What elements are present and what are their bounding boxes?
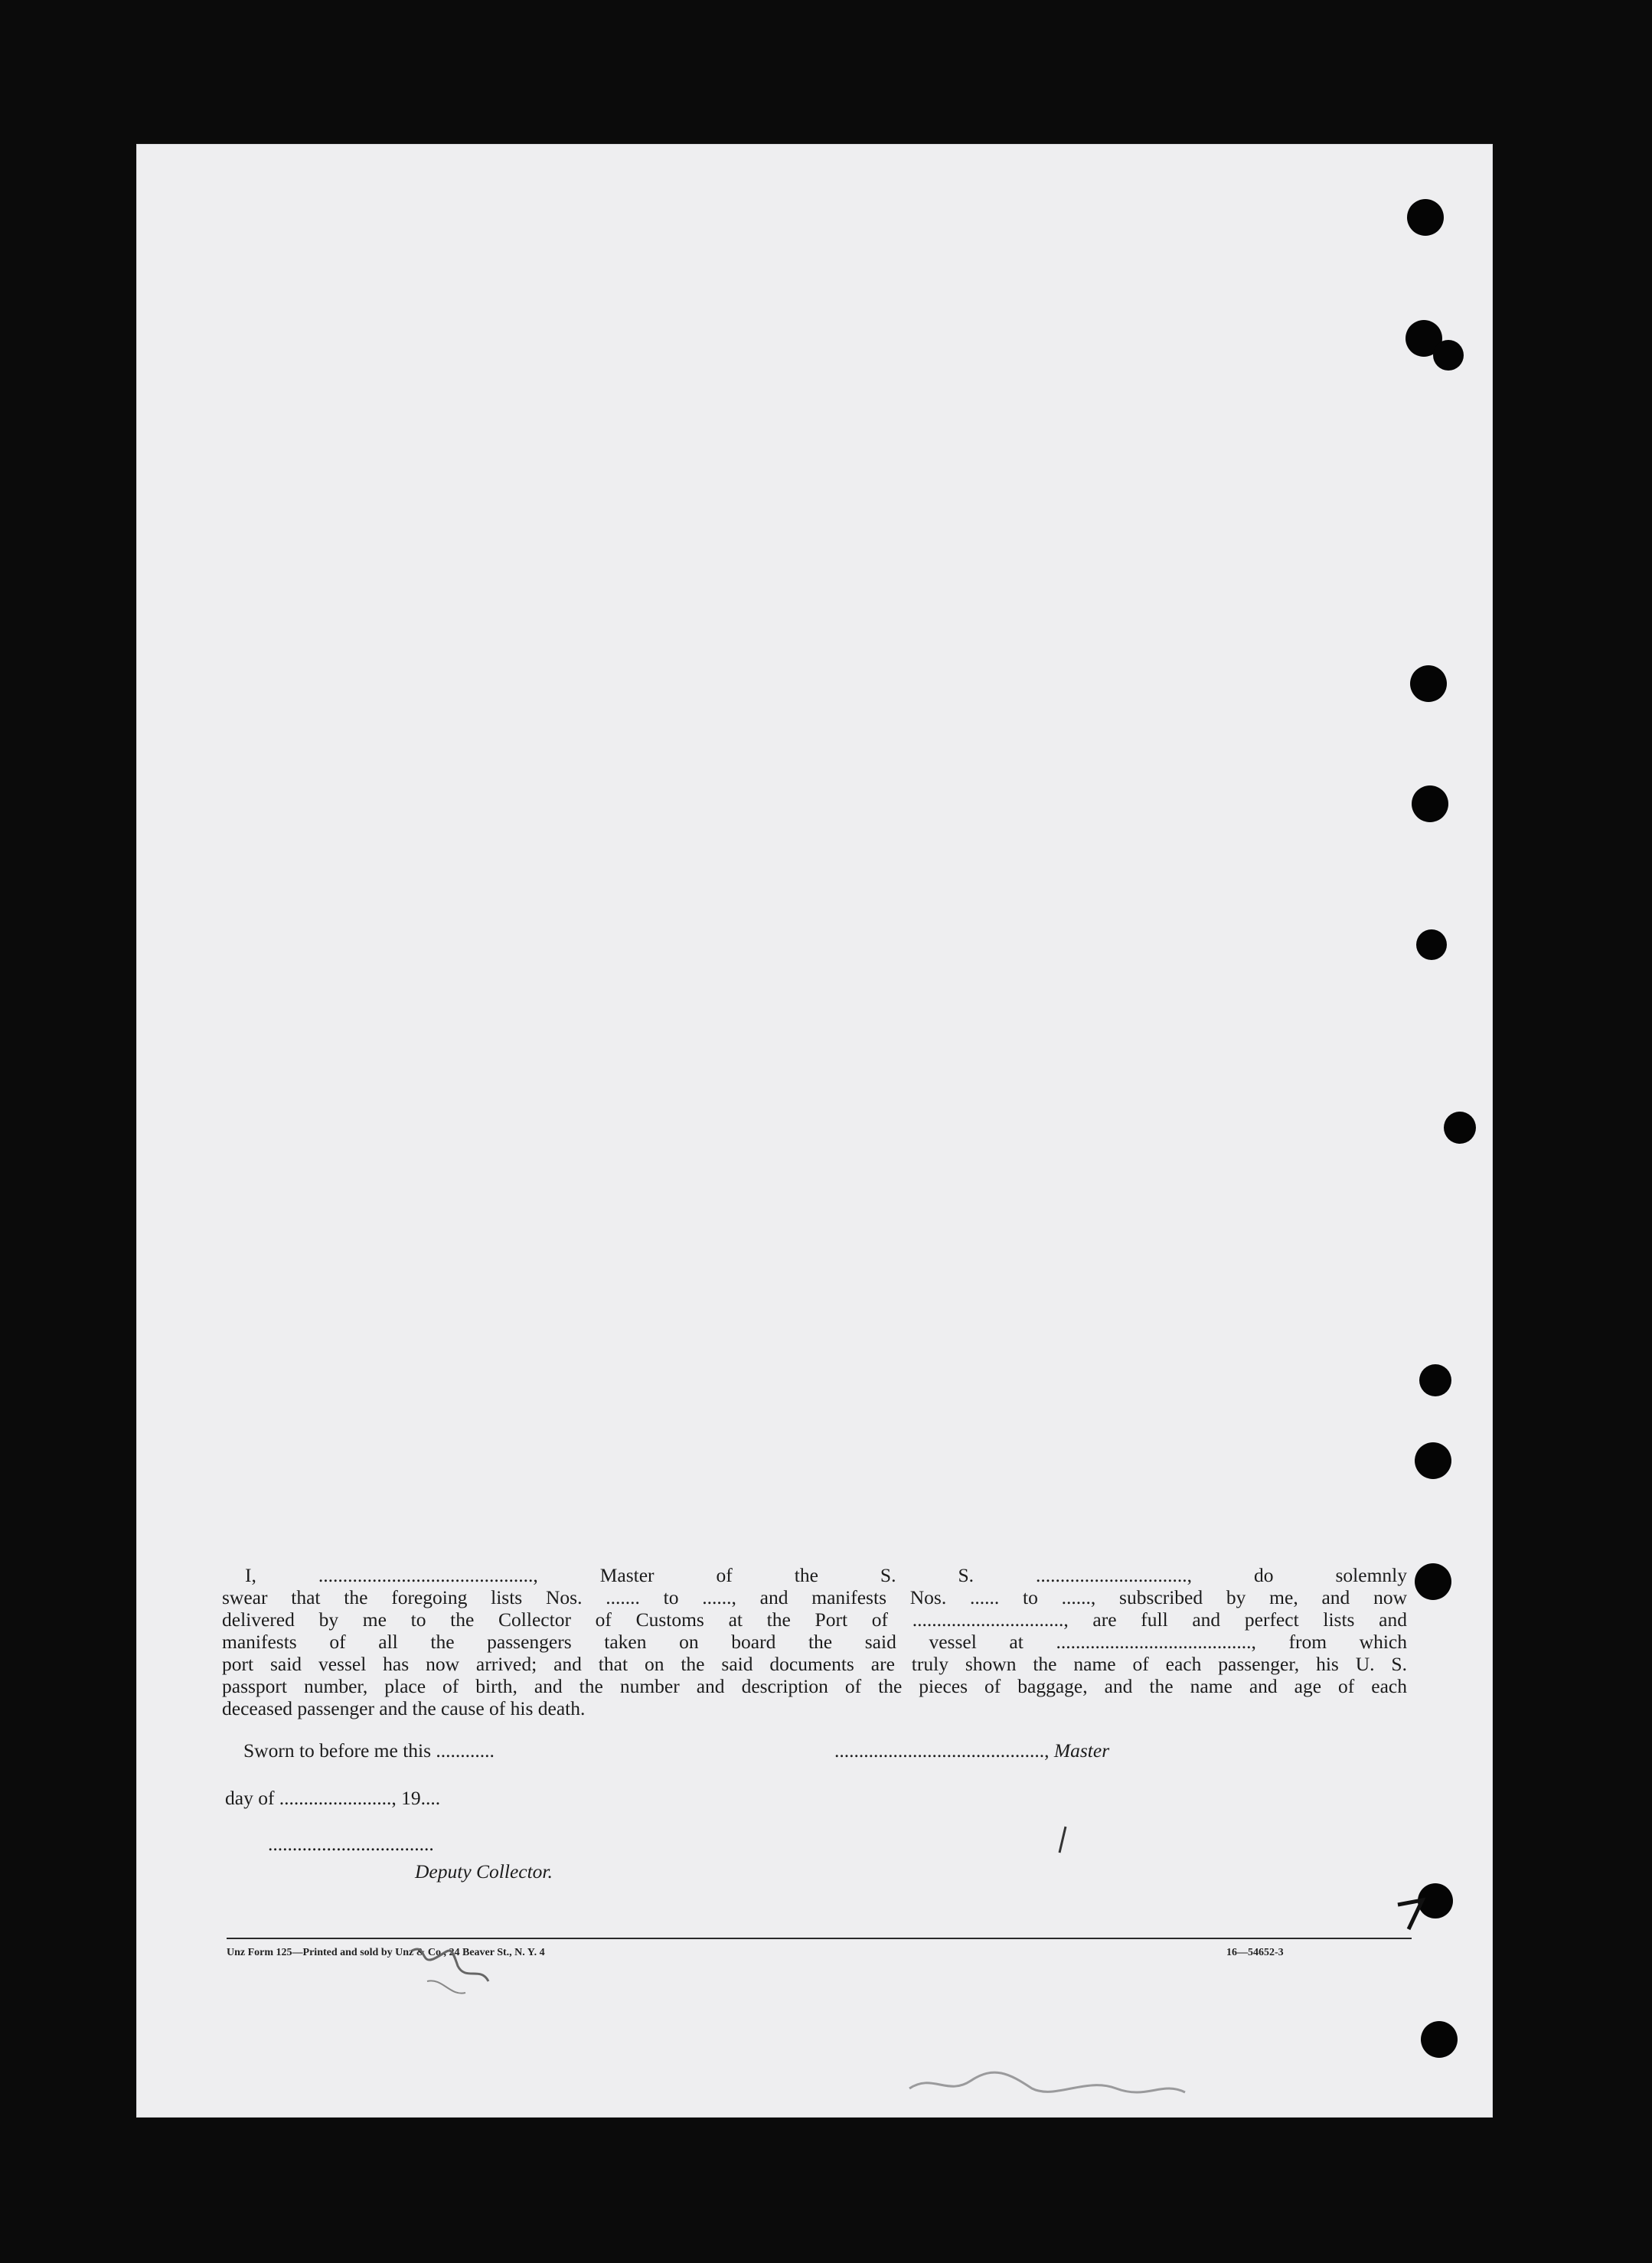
- oath-line: passport number, place of birth, and the number and description of the pieces of baggage, and the name and age of each: [222, 1675, 1407, 1697]
- punch-hole: [1419, 1364, 1451, 1396]
- day-of-line: day of ......................., 19....: [225, 1787, 441, 1809]
- form-number: 16—54652-3: [1226, 1947, 1284, 1958]
- master-label: Master: [1053, 1739, 1110, 1762]
- handwritten-mark-icon: [1392, 1889, 1438, 1935]
- handwritten-mark-icon: [902, 2058, 1193, 2111]
- printer-imprint: Unz Form 125—Printed and sold by Unz & Co., 24 Beaver St., N. Y. 4: [227, 1947, 545, 1958]
- form-page: [136, 144, 1493, 2118]
- punch-hole: [1412, 785, 1448, 822]
- oath-paragraph: [222, 1564, 1407, 1719]
- punch-hole: [1407, 199, 1444, 236]
- punch-hole: [1416, 929, 1447, 960]
- punch-hole: [1433, 340, 1464, 371]
- master-dots: ...........................................,: [834, 1739, 1054, 1762]
- collector-label: Deputy Collector.: [415, 1860, 553, 1883]
- oath-line: swear that the foregoing lists Nos. ....... to ......, and manifests Nos. ...... to ......, subscribed by me, and now: [222, 1586, 1407, 1608]
- punch-hole: [1444, 1112, 1476, 1144]
- oath-line: port said vessel has now arrived; and that on the said documents are truly shown the name of each passenger, his U. S.: [222, 1653, 1407, 1675]
- punch-hole: [1421, 2021, 1458, 2058]
- master-signature-line: [834, 1739, 1109, 1762]
- oath-line: deceased passenger and the cause of his death.: [222, 1697, 586, 1719]
- sworn-line: Sworn to before me this ............: [243, 1739, 495, 1762]
- punch-hole: [1410, 665, 1447, 702]
- collector-signature-dots: ..................................: [268, 1833, 434, 1855]
- punch-hole: [1415, 1442, 1451, 1479]
- oath-line: manifests of all the passengers taken on board the said vessel at ........................................, from which: [222, 1631, 1407, 1653]
- handwritten-mark-icon: [397, 1935, 519, 2020]
- oath-line: I, ............................................, Master of the S. S. ..............................., do solemnly: [245, 1564, 1407, 1586]
- oath-line: delivered by me to the Collector of Customs at the Port of ..............................., are full and perfect lists and: [222, 1608, 1407, 1631]
- punch-hole: [1415, 1563, 1451, 1600]
- handwritten-mark-icon: [1052, 1825, 1075, 1856]
